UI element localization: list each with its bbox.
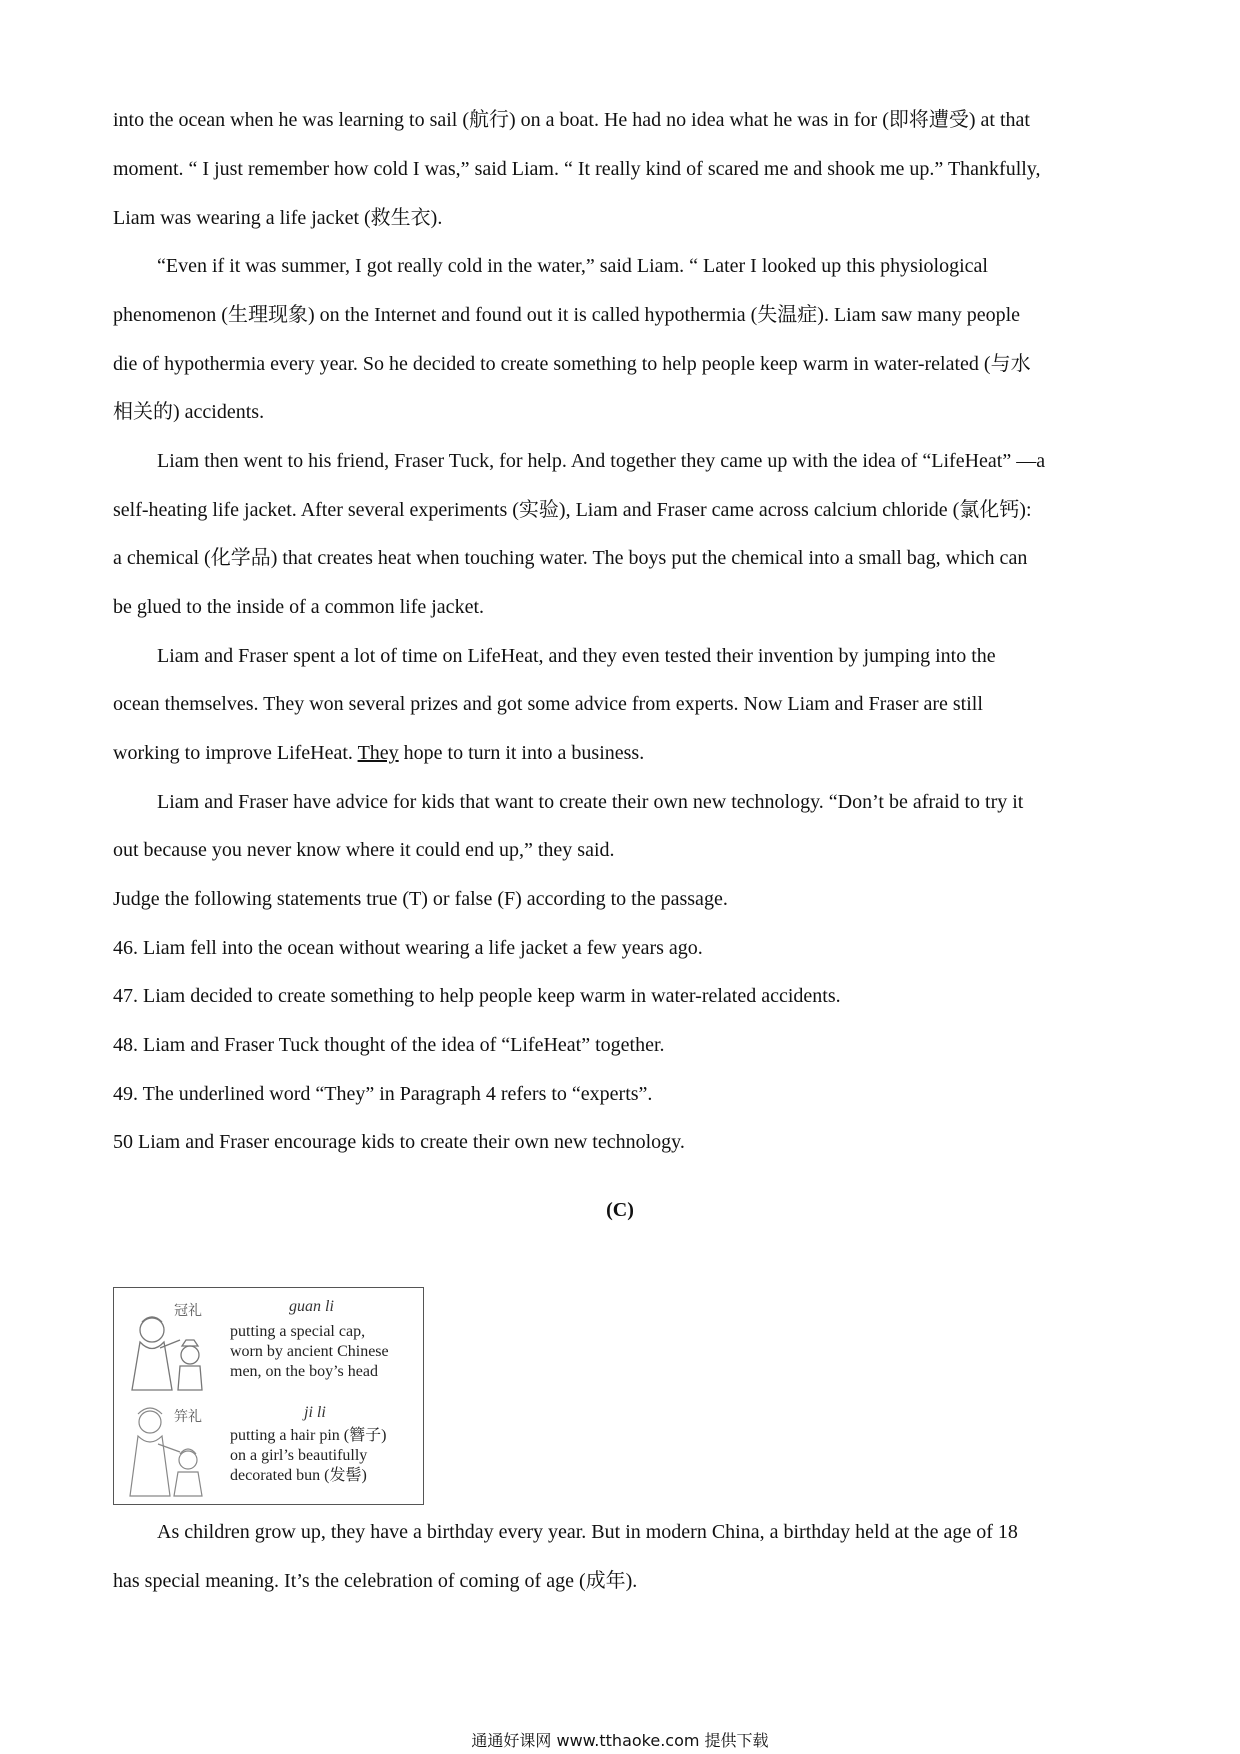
paragraph-text: working to improve LifeHeat. <box>113 742 358 764</box>
ji-li-pinyin: ji li <box>304 1404 326 1421</box>
question-49: 49. The underlined word “They” in Paragraph 4 refers to “experts”. <box>113 1083 653 1105</box>
paragraph-line: self-heating life jacket. After several experiments (实验), Liam and Fraser came across calcium chloride (氯化钙): <box>113 499 1032 521</box>
ji-li-chinese: 笄礼 <box>174 1409 202 1425</box>
paragraph-line: die of hypothermia every year. So he decided to create something to help people keep warm in water-related (与水 <box>113 353 1031 375</box>
paragraph-line: Liam then went to his friend, Fraser Tuck, for help. And together they came up with the idea of “LifeHeat” —a <box>157 450 1046 472</box>
paragraph-line: into the ocean when he was learning to sail (航行) on a boat. He had no idea what he was in for (即将遭受) at that <box>113 109 1030 131</box>
illustration-box <box>113 1287 424 1505</box>
question-47: 47. Liam decided to create something to help people keep warm in water-related accidents. <box>113 985 841 1007</box>
paragraph-line: “Even if it was summer, I got really cold in the water,” said Liam. “ Later I looked up this physiological <box>157 255 988 277</box>
question-48: 48. Liam and Fraser Tuck thought of the idea of “LifeHeat” together. <box>113 1034 665 1056</box>
footer-watermark: 通通好课网 www.tthaoke.com 提供下载 <box>471 1731 769 1750</box>
figure-caption-line: on a girl’s beautifully <box>230 1447 368 1464</box>
paragraph-line: Liam and Fraser have advice for kids that want to create their own new technology. “Don’t be afraid to try it <box>157 791 1024 813</box>
paragraph-line: has special meaning. It’s the celebration of coming of age (成年). <box>113 1570 638 1592</box>
paragraph-line: phenomenon (生理现象) on the Internet and found out it is called hypothermia (失温症). Liam saw many people <box>113 304 1021 326</box>
paragraph-line: out because you never know where it could end up,” they said. <box>113 839 615 861</box>
paragraph-line: a chemical (化学品) that creates heat when touching water. The boys put the chemical into a small bag, which can <box>113 547 1028 569</box>
section-title: (C) <box>606 1199 634 1221</box>
ji-li-sketch <box>122 1400 218 1500</box>
paragraph-text: hope to turn it into a business. <box>398 742 645 764</box>
underlined-word: They <box>357 742 399 764</box>
figure-caption-line: putting a special cap, <box>230 1323 366 1340</box>
paragraph-line: moment. “ I just remember how cold I was,” said Liam. “ It really kind of scared me and shook me up.” Thankfully, <box>113 158 1041 180</box>
question-50: 50 Liam and Fraser encourage kids to create their own new technology. <box>113 1131 685 1153</box>
paragraph-line: be glued to the inside of a common life jacket. <box>113 596 484 618</box>
paragraph-line: As children grow up, they have a birthday every year. But in modern China, a birthday held at the age of 18 <box>157 1521 1018 1543</box>
instruction: Judge the following statements true (T) or false (F) according to the passage. <box>113 888 728 910</box>
guan-li-pinyin: guan li <box>289 1298 334 1315</box>
figure-caption-line: decorated bun (发髻) <box>230 1467 367 1484</box>
question-46: 46. Liam fell into the ocean without wearing a life jacket a few years ago. <box>113 937 703 959</box>
paragraph-line: 相关的) accidents. <box>113 401 265 423</box>
figure-caption-line: putting a hair pin (簪子) <box>230 1427 387 1444</box>
paragraph-line: Liam was wearing a life jacket (救生衣). <box>113 207 443 229</box>
guan-li-chinese: 冠礼 <box>174 1303 202 1319</box>
paragraph-line <box>113 739 644 767</box>
guan-li-sketch <box>122 1300 218 1396</box>
figure-caption-line: worn by ancient Chinese <box>230 1343 389 1360</box>
paragraph-line: Liam and Fraser spent a lot of time on LifeHeat, and they even tested their invention by jumping into the <box>157 645 996 667</box>
figure-caption-line: men, on the boy’s head <box>230 1363 378 1380</box>
paragraph-line: ocean themselves. They won several prizes and got some advice from experts. Now Liam and Fraser are still <box>113 693 983 715</box>
